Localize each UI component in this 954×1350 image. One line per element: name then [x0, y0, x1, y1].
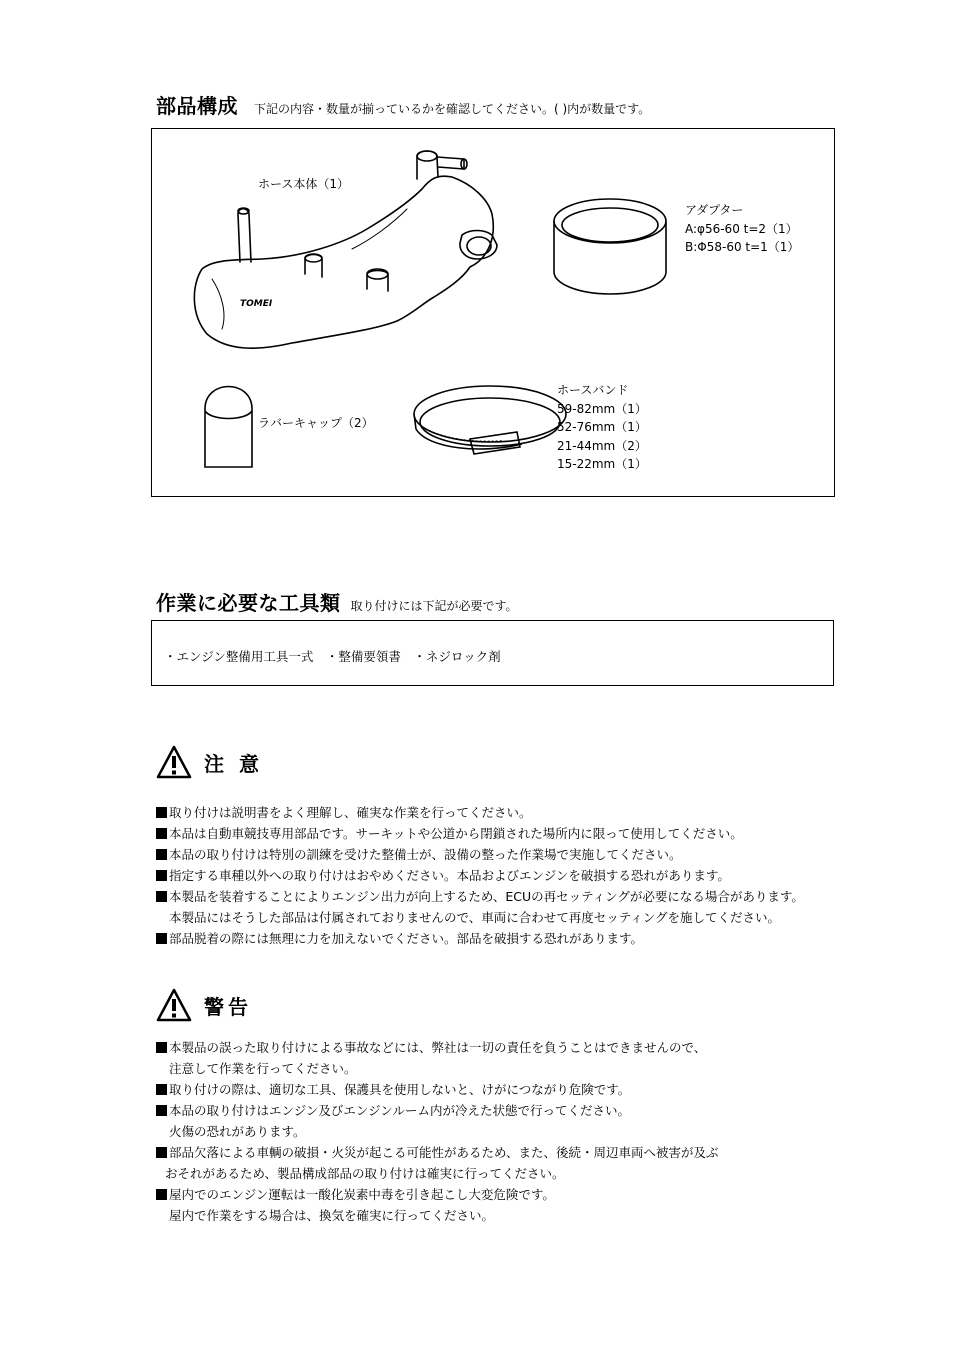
- list-item-text: 屋内でのエンジン運転は一酸化炭素中毒を引き起こし大変危険です。: [169, 1187, 555, 1202]
- list-item-continuation: 注意して作業を行ってください。: [169, 1061, 357, 1076]
- list-item-text: 部品脱着の際には無理に力を加えないでください。部品を破損する恐れがあります。: [169, 931, 644, 946]
- warning-heading: [156, 987, 252, 1023]
- caution-list: [156, 802, 804, 949]
- warning-triangle-icon: [156, 987, 192, 1023]
- warning-title: 警告: [204, 994, 252, 1019]
- bullet-square-icon: [156, 870, 167, 881]
- list-item-continuation: 本製品にはそうした部品は付属されておりませんので、車両に合わせて再度セッティングを施してください。: [169, 910, 781, 925]
- list-item-text: 本製品の誤った取り付けによる事故などには、弊社は一切の責任を負うことはできませんので、: [169, 1040, 707, 1055]
- list-item-text: 本品の取り付けはエンジン及びエンジンルーム内が冷えた状態で行ってください。: [169, 1103, 630, 1118]
- tools-heading: [156, 587, 518, 616]
- list-item-text: 指定する車種以外への取り付けはおやめください。本品およびエンジンを破損する恐れがあります。: [169, 868, 730, 883]
- list-item-continuation: おそれがあるため、製品構成部品の取り付けは確実に行ってください。: [165, 1166, 565, 1181]
- list-item-text: 取り付けは説明書をよく理解し、確実な作業を行ってください。: [169, 805, 532, 820]
- list-item: [156, 802, 804, 823]
- list-item: [156, 1142, 719, 1163]
- bullet-square-icon: [156, 1189, 167, 1200]
- warning-list: [156, 1037, 719, 1226]
- parts-heading: [156, 90, 650, 119]
- tools-title: 作業に必要な工具類: [156, 591, 341, 615]
- bullet-square-icon: [156, 891, 167, 902]
- caution-title: 注 意: [204, 751, 263, 776]
- parts-box: [151, 128, 835, 497]
- hose-band-illustration: [152, 129, 836, 498]
- hose-band-title: ホースバンド: [557, 383, 629, 397]
- tools-box: [151, 620, 834, 686]
- hose-band-item-1: 59-82mm（1）: [557, 401, 647, 416]
- bullet-square-icon: [156, 1084, 167, 1095]
- list-item: [156, 928, 804, 949]
- caution-heading: [156, 744, 263, 780]
- hose-band-item-4: 15-22mm（1）: [557, 457, 647, 472]
- tools-list: ・エンジン整備用工具一式 ・整備要領書 ・ネジロック剤: [164, 649, 501, 664]
- adapter-title: アダプター: [685, 203, 744, 217]
- list-item-text: 部品欠落による車輌の破損・火災が起こる可能性があるため、また、後続・周辺車両へ被害が及ぶ: [169, 1145, 719, 1160]
- list-item: [156, 844, 804, 865]
- parts-note: 下記の内容・数量が揃っているかを確認してください。( )内が数量です。: [254, 102, 651, 116]
- tools-note: 取り付けには下記が必要です。: [350, 599, 518, 613]
- list-item-text: 取り付けの際は、適切な工具、保護具を使用しないと、けがにつながり危険です。: [169, 1082, 631, 1097]
- list-item: [156, 823, 804, 844]
- rubber-cap-label: ラバーキャップ（2）: [258, 416, 374, 430]
- list-item-continuation: 屋内で作業をする場合は、換気を確実に行ってください。: [169, 1208, 495, 1223]
- bullet-square-icon: [156, 1105, 167, 1116]
- list-item: [156, 865, 804, 886]
- bullet-square-icon: [156, 1042, 167, 1053]
- bullet-square-icon: [156, 1147, 167, 1158]
- list-item-text: 本品の取り付けは特別の訓練を受けた整備士が、設備の整った作業場で実施してください。: [169, 847, 682, 862]
- list-item-text: 本品は自動車競技専用部品です。サーキットや公道から閉鎖された場所内に限って使用してください。: [169, 826, 743, 841]
- bullet-square-icon: [156, 828, 167, 839]
- list-item-continuation: 火傷の恐れがあります。: [169, 1124, 306, 1139]
- list-item: [156, 1037, 719, 1058]
- adapter-item-b: B:Φ58-60 t=1（1）: [685, 240, 800, 255]
- bullet-square-icon: [156, 849, 167, 860]
- list-item: [156, 1184, 719, 1205]
- list-item-text: 本製品を装着することによりエンジン出力が向上するため、ECUの再セッティングが必要になる場合があります。: [169, 889, 804, 904]
- tomei-logo: TOMEI: [240, 299, 273, 309]
- hose-band-text: [557, 381, 647, 474]
- list-item: [156, 1079, 719, 1100]
- adapter-item-a: A:φ56-60 t=2（1）: [685, 221, 798, 236]
- list-item: [156, 1100, 719, 1121]
- bullet-square-icon: [156, 807, 167, 818]
- parts-title: 部品構成: [156, 94, 238, 118]
- hose-body-label: ホース本体（1）: [258, 177, 350, 191]
- hose-band-item-2: 52-76mm（1）: [557, 420, 647, 435]
- hose-band-item-3: 21-44mm（2）: [557, 438, 647, 453]
- list-item: [156, 886, 804, 907]
- bullet-square-icon: [156, 933, 167, 944]
- warning-triangle-icon: [156, 744, 192, 780]
